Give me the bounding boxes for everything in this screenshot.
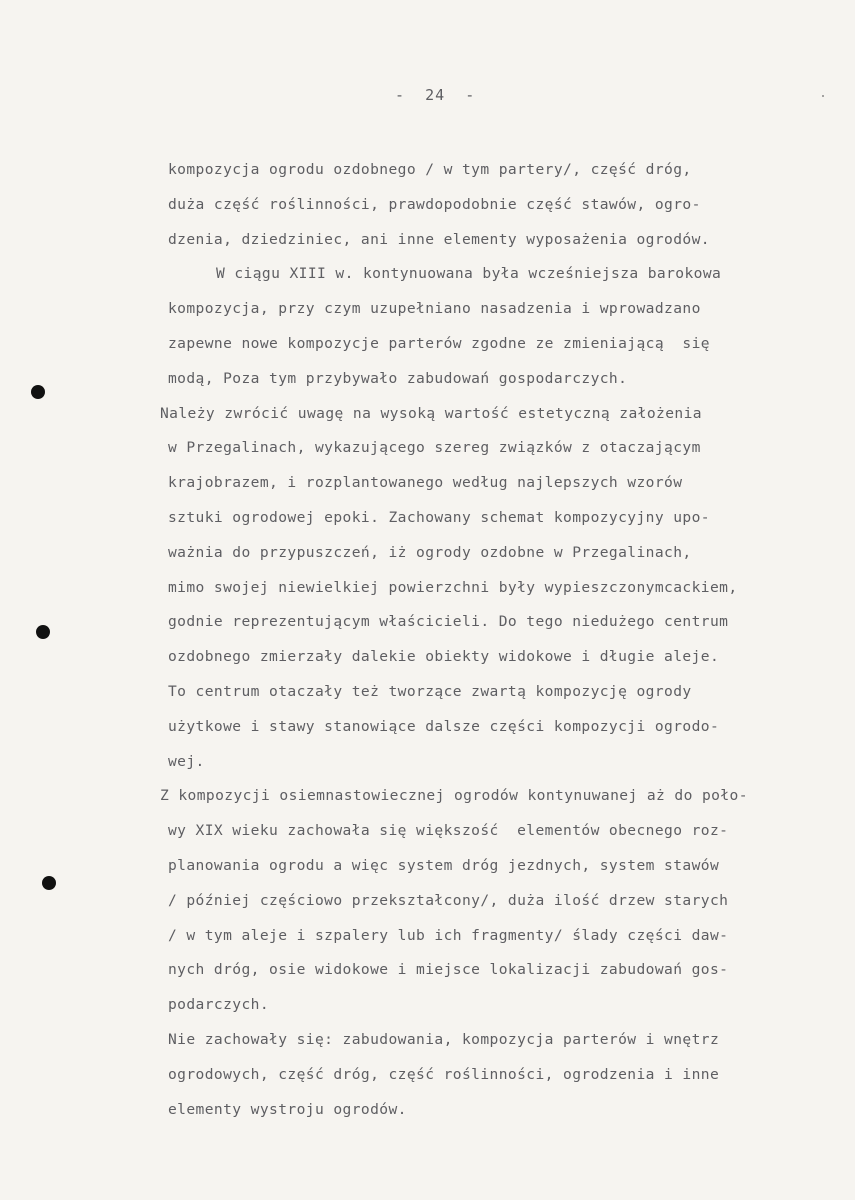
text-line: Z kompozycji osiemnastowiecznej ogrodów kontynuwanej aż do poło- <box>160 787 748 805</box>
text-line: godnie reprezentującym właścicieli. Do tego niedużego centrum <box>168 613 729 631</box>
text-line: ważnia do przypuszczeń, iż ogrody ozdobne w Przegalinach, <box>168 543 692 561</box>
text-line: dzenia, dziedziniec, ani inne elementy wyposażenia ogrodów. <box>168 230 710 248</box>
text-line: Należy zwrócić uwagę na wysoką wartość estetyczną założenia <box>160 404 702 422</box>
text-line: ozdobnego zmierzały dalekie obiekty widokowe i długie aleje. <box>168 648 720 666</box>
body-text <box>160 153 828 1127</box>
text-line: W ciągu XIII w. kontynuowana była wcześniejsza barokowa <box>216 265 722 283</box>
ink-speck <box>822 95 824 97</box>
text-line: duża część roślinności, prawdopodobnie część stawów, ogro- <box>168 195 701 213</box>
text-line: zapewne nowe kompozycje parterów zgodne ze zmieniającą się <box>168 334 710 352</box>
text-line: modą, Poza tym przybywało zabudowań gospodarczych. <box>168 369 628 387</box>
text-line: kompozycja ogrodu ozdobnego / w tym partery/, część dróg, <box>168 161 692 178</box>
punch-hole-middle <box>36 625 50 639</box>
punch-hole-bottom <box>42 876 56 890</box>
punch-hole-top <box>31 385 45 399</box>
text-line: krajobrazem, i rozplantowanego według najlepszych wzorów <box>168 474 683 492</box>
page-number: - 24 - <box>395 86 476 104</box>
text-line: wy XIX wieku zachowała się większość elementów obecnego roz- <box>168 822 729 840</box>
text-line: mimo swojej niewielkiej powierzchni były wypieszczonymcackiem, <box>168 578 738 596</box>
text-line: sztuki ogrodowej epoki. Zachowany schemat kompozycyjny upo- <box>168 508 710 526</box>
text-line: Nie zachowały się: zabudowania, kompozycja parterów i wnętrz <box>168 1030 720 1048</box>
text-line: planowania ogrodu a więc system dróg jezdnych, system stawów <box>168 856 720 874</box>
text-line: / później częściowo przekształcony/, duża ilość drzew starych <box>168 891 729 909</box>
text-line: nych dróg, osie widokowe i miejsce lokalizacji zabudowań gos- <box>168 961 729 979</box>
text-line: ogrodowych, część dróg, część roślinności, ogrodzenia i inne <box>168 1065 720 1083</box>
text-line: / w tym aleje i szpalery lub ich fragmenty/ ślady części daw- <box>168 926 729 944</box>
text-line: w Przegalinach, wykazującego szereg związków z otaczającym <box>168 439 701 457</box>
text-line: wej. <box>168 752 205 770</box>
text-line: użytkowe i stawy stanowiące dalsze części kompozycji ogrodo- <box>168 717 720 735</box>
text-line: podarczych. <box>168 996 270 1014</box>
text-line: elementy wystroju ogrodów. <box>168 1100 407 1118</box>
text-line: kompozycja, przy czym uzupełniano nasadzenia i wprowadzano <box>168 300 701 318</box>
text-line: To centrum otaczały też tworzące zwartą kompozycję ogrody <box>168 682 692 700</box>
